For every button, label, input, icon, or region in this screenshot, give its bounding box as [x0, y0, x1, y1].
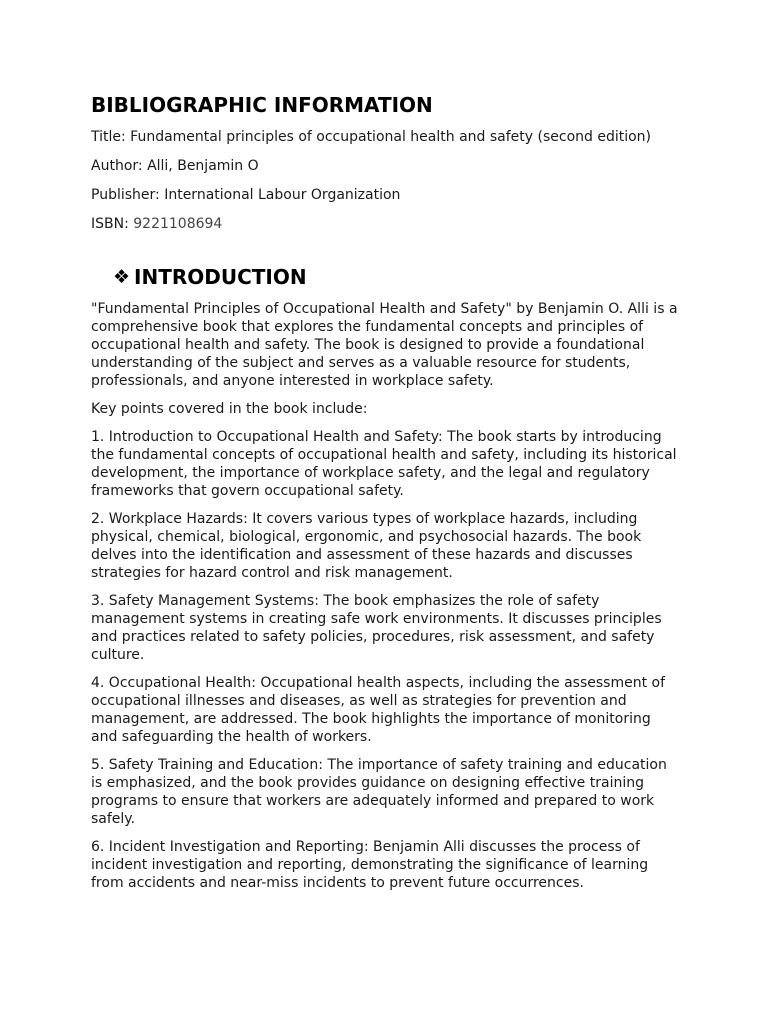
key-points-intro: Key points covered in the book include: [91, 401, 368, 417]
publisher-value: International Labour Organization [164, 187, 401, 203]
bibliographic-heading: BIBLIOGRAPHIC INFORMATION [91, 93, 433, 117]
introduction-heading [113, 264, 681, 290]
key-point-6: 6. Incident Investigation and Reporting: Benjamin Alli discusses the process of incident investigation and reporting, demonstrating the significance of learning from accidents and near-miss incidents to prevent future occurrences. [91, 839, 649, 891]
intro-paragraph: "Fundamental Principles of Occupational Health and Safety" by Benjamin O. Alli is a comprehensive book that explores the fundamental concepts and principles of occupational health and safety. The book is designed to provide a foundational understanding of the subject and serves as a valuable resource for students, professionals, and anyone interested in workplace safety. [91, 301, 678, 389]
title-value: Fundamental principles of occupational health and safety (second edition) [130, 129, 652, 145]
isbn-line [91, 215, 681, 233]
key-point-1: 1. Introduction to Occupational Health and Safety: The book starts by introducing the fundamental concepts of occupational health and safety, including its historical development, the importance of workplace safety, and the legal and regulatory frameworks that govern occupational safety. [91, 429, 677, 499]
publisher-line [91, 186, 681, 204]
key-point-3: 3. Safety Management Systems: The book emphasizes the role of safety management systems in creating safe work environments. It discusses principles and practices related to safety policies, procedures, risk assessment, and safety culture. [91, 593, 662, 663]
introduction-heading-text: INTRODUCTION [134, 265, 307, 289]
author-value: Alli, Benjamin O [147, 158, 259, 174]
key-point-5: 5. Safety Training and Education: The importance of safety training and education is emphasized, and the book provides guidance on designing effective training programs to ensure that workers are adequately informed and prepared to work safely. [91, 757, 667, 827]
publisher-label: Publisher: [91, 187, 165, 203]
isbn-value: 9221108694 [133, 216, 223, 232]
diamond-icon: ❖ [113, 266, 131, 288]
document-page [91, 92, 681, 902]
author-label: Author: [91, 158, 148, 174]
title-line [91, 128, 681, 146]
key-point-4: 4. Occupational Health: Occupational health aspects, including the assessment of occupational illnesses and diseases, as well as strategies for prevention and management, are addressed. The book highlights the importance of monitoring and safeguarding the health of workers. [91, 675, 666, 745]
key-point-2: 2. Workplace Hazards: It covers various types of workplace hazards, including physical, chemical, biological, ergonomic, and psychosocial hazards. The book delves into the identification and assessment of these hazards and discusses strategies for hazard control and risk management. [91, 511, 642, 581]
title-label: Title: [91, 129, 131, 145]
isbn-label: ISBN: [91, 216, 134, 232]
author-line [91, 157, 681, 175]
